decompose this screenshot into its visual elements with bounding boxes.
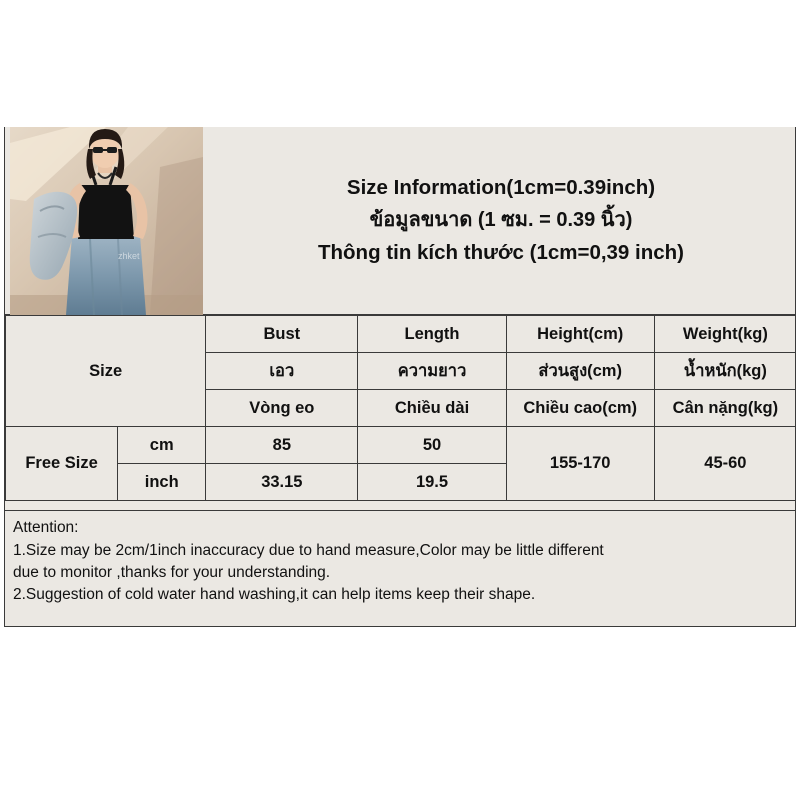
title-th: ข้อมูลขนาด (1 ซม. = 0.39 นิ้ว): [369, 209, 633, 231]
attention-line-1: 1.Size may be 2cm/1inch inaccuracy due to hand measure,Color may be little different: [13, 542, 604, 559]
attention-line-2: due to monitor ,thanks for your understanding.: [13, 564, 331, 581]
value-weight: 45-60: [654, 427, 796, 501]
header-height-en: Height(cm): [506, 316, 654, 353]
header-length-vi: Chiều dài: [358, 390, 506, 427]
header-height-th: ส่วนสูง(cm): [506, 353, 654, 390]
header-bust-vi: Vòng eo: [206, 390, 358, 427]
unit-cm: cm: [118, 427, 206, 464]
header-weight-vi: Cân nặng(kg): [654, 390, 796, 427]
title-block: [205, 127, 796, 314]
svg-text:zhket: zhket: [118, 251, 140, 261]
value-bust-cm: 85: [206, 427, 358, 464]
header-bust-th: เอว: [206, 353, 358, 390]
size-label-cell: Size: [6, 316, 206, 427]
header-bust-en: Bust: [206, 316, 358, 353]
title-en: Size Information(1cm=0.39inch): [346, 176, 656, 200]
title-vi: Thông tin kích thước (1cm=0,39 inch): [317, 241, 685, 264]
product-photo: [10, 127, 203, 315]
header-weight-en: Weight(kg): [654, 316, 796, 353]
header-band: [5, 127, 796, 315]
value-length-inch: 19.5: [358, 464, 506, 501]
table-row-freesize-cm: [6, 427, 797, 464]
unit-inch: inch: [118, 464, 206, 501]
header-weight-th: น้ำหนัก(kg): [654, 353, 796, 390]
size-table: [5, 315, 796, 501]
row-label-free-size: Free Size: [6, 427, 118, 501]
size-chart-card: [4, 127, 796, 627]
value-bust-inch: 33.15: [206, 464, 358, 501]
value-height: 155-170: [506, 427, 654, 501]
value-length-cm: 50: [358, 427, 506, 464]
attention-heading: Attention:: [13, 519, 79, 536]
header-length-en: Length: [358, 316, 506, 353]
header-length-th: ความยาว: [358, 353, 506, 390]
attention-line-3: 2.Suggestion of cold water hand washing,it can help items keep their shape.: [13, 586, 536, 603]
header-height-vi: Chiều cao(cm): [506, 390, 654, 427]
product-photo-illustration: [10, 127, 203, 315]
attention-block: [5, 510, 796, 626]
table-row-header-en: [6, 316, 797, 353]
